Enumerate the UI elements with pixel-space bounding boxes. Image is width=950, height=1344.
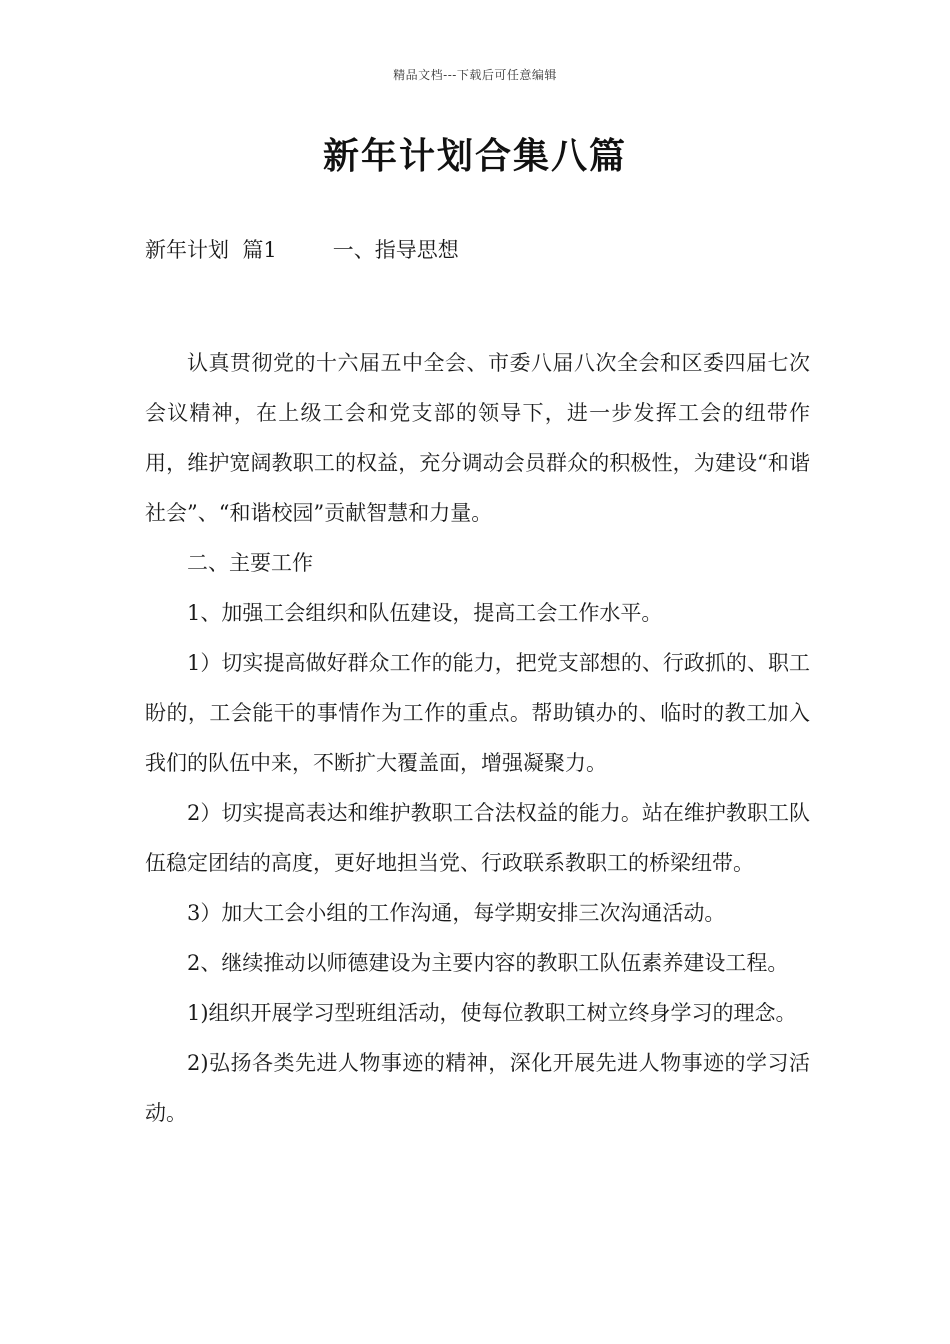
- document-body: [145, 230, 810, 1138]
- paragraph: 1）切实提高做好群众工作的能力，把党支部想的、行政抓的、职工盼的，工会能干的事情作为工作的重点。帮助镇办的、临时的教工加入我们的队伍中来，不断扩大覆盖面，增强凝聚力。: [145, 651, 810, 775]
- paragraph: 1、加强工会组织和队伍建设，提高工会工作水平。: [187, 601, 663, 625]
- paragraph: 1)组织开展学习型班组活动，使每位教职工树立终身学习的理念。: [187, 1001, 797, 1025]
- section-label: 新年计划 篇1: [145, 238, 277, 262]
- paragraph: 2)弘扬各类先进人物事迹的精神，深化开展先进人物事迹的学习活动。: [145, 1051, 810, 1125]
- paragraph: 认真贯彻党的十六届五中全会、市委八届八次全会和区委四届七次会议精神，在上级工会和党支部的领导下，进一步发挥工会的纽带作用，维护宽阔教职工的权益，充分调动会员群众的积极性，为建设“和谐社会”、“和谐校园”贡献智慧和力量。: [145, 351, 810, 525]
- paragraph: 3）加大工会小组的工作沟通，每学期安排三次沟通活动。: [187, 901, 726, 925]
- header-note: 精品文档---下载后可任意编辑: [393, 68, 557, 82]
- paragraph: 2、继续推动以师德建设为主要内容的教职工队伍素养建设工程。: [187, 951, 789, 975]
- paragraph-heading: 二、主要工作: [187, 551, 313, 575]
- section-heading: 一、指导思想: [332, 238, 459, 262]
- document-title: 新年计划合集八篇: [322, 135, 627, 177]
- section-intro-line: [145, 230, 810, 270]
- paragraph: 2）切实提高表达和维护教职工合法权益的能力。站在维护教职工队伍稳定团结的高度，更好地担当党、行政联系教职工的桥梁纽带。: [145, 801, 810, 875]
